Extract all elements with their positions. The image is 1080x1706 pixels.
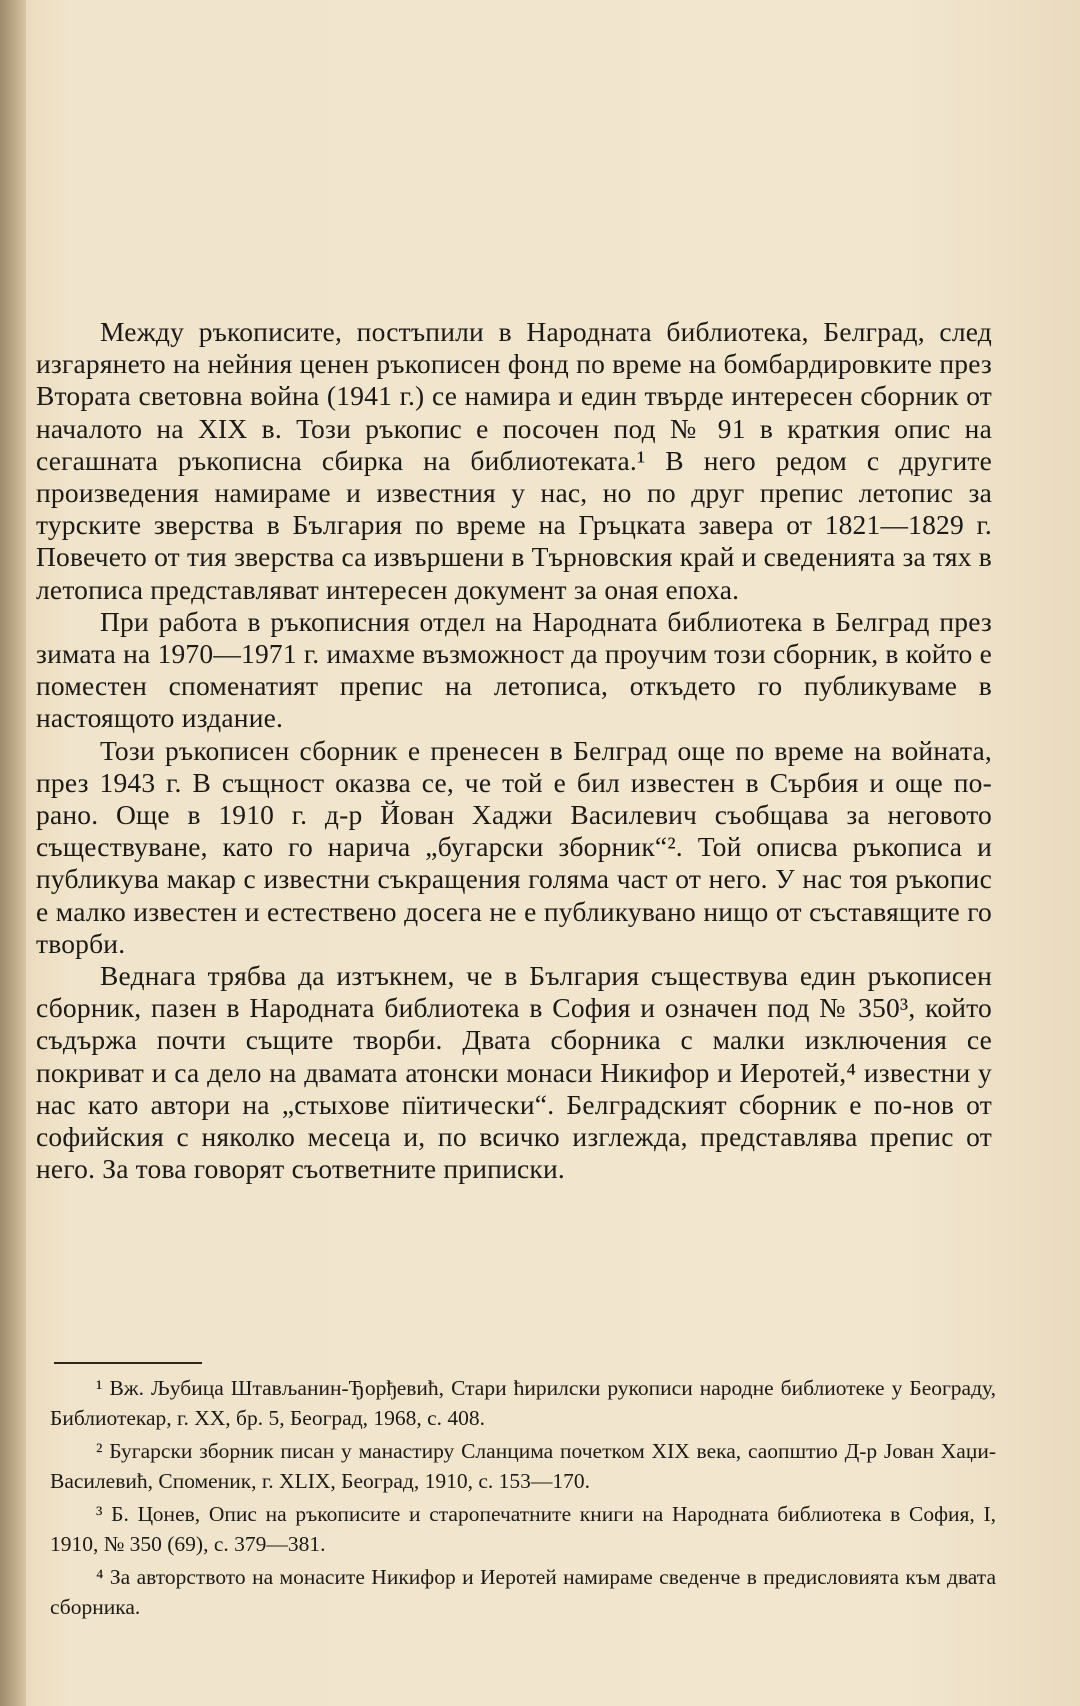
- footnote-mark: ³: [96, 1502, 103, 1526]
- paragraph-2: При работа в ръкописния отдел на Народната библиотека в Белград през зимата на 1970—1971 г. имахме възможност да проучим този сборник, в който е поместен споменатият препис на летописа, откъдето го публикуваме в настоящото издание.: [36, 605, 992, 734]
- footnote-author: Б. Цонев,: [111, 1502, 201, 1526]
- footnote-text: Опис на ръкописите и старопечатните книги на Народната библиотека в София, I, 1910, № 350 (69), с. 379—381.: [50, 1502, 997, 1556]
- main-text: [36, 316, 992, 1185]
- footnotes: [50, 1374, 996, 1626]
- binding-shadow: [0, 0, 26, 1706]
- footnote-4: [50, 1563, 996, 1622]
- paragraph-3: Този ръкописен сборник е пренесен в Белград още по време на войната, през 1943 г. В същност оказва се, че той е бил известен в Сърбия и още по-рано. Още в 1910 г. д-р Йован Хаджи Василевич съобщава за неговото съществуване, като го нарича „бугарски зборник“². Той описва ръкописа и публикува макар с известни съкращения голяма част от него. У нас тоя ръкопис е малко известен и естествено досега не е публикувано нищо от съставящите го творби.: [36, 734, 992, 959]
- paragraph-4: Веднага трябва да изтъкнем, че в България съществува един ръкописен сборник, пазен в Народната библиотека в София и означен под № 350³, който съдържа почти същите творби. Двата сборника с малки изключения се покриват и са дело на двамата атонски монаси Никифор и Иеротей,⁴ известни у нас като автори на „стыхове пїитически“. Белградският сборник е по-нов от софийския с няколко месеца и, по всичко изглежда, представлява препис от него. За това говорят съответните приписки.: [36, 960, 992, 1185]
- footnote-author: Вж. Љубица Штављанин-Ђорђевић,: [109, 1376, 445, 1400]
- footnote-mark: ⁴: [96, 1565, 104, 1589]
- footnote-mark: ¹: [96, 1376, 103, 1400]
- footnote-mark: ²: [96, 1439, 103, 1463]
- footnote-separator: [54, 1362, 202, 1364]
- footnote-1: [50, 1374, 996, 1433]
- footnote-author: Бугарски зборник писан у манастиру Сланцима почетком XIX века, саопштио Д-р Јован Хаџи-Василевић,: [50, 1439, 996, 1493]
- paragraph-1: Между ръкописите, постъпили в Народната библиотека, Белград, след изгарянето на нейния ценен ръкописен фонд по време на бомбардировките през Втората световна война (1941 г.) се намира и един твърде интересен сборник от началото на XIX в. Този ръкопис е посочен под № 91 в краткия опис на сегашната ръкописна сбирка на библиотеката.¹ В него редом с другите произведения намираме и известния у нас, но по друг препис летопис за турските зверства в България по време на Гръцката завера от 1821—1829 г. Повечето от тия зверства са извършени в Търновския край и сведенията за тях в летописа представляват интересен документ за оная епоха.: [36, 316, 992, 605]
- footnote-3: [50, 1500, 996, 1559]
- footnote-text: Споменик, г. XLIX, Београд, 1910, с. 153—170.: [158, 1468, 591, 1493]
- footnote-2: [50, 1437, 996, 1496]
- footnote-text: Стари ћирилски рукописи народне библиотеке у Београду, Библиотекар, г. XX, бр. 5, Београд, 1968, с. 408.: [50, 1376, 997, 1430]
- footnote-author: За авторството на монасите Никифор и Иеротей: [109, 1565, 557, 1589]
- footnote-text: намираме сведенче в предисловията към двата сборника.: [50, 1565, 996, 1619]
